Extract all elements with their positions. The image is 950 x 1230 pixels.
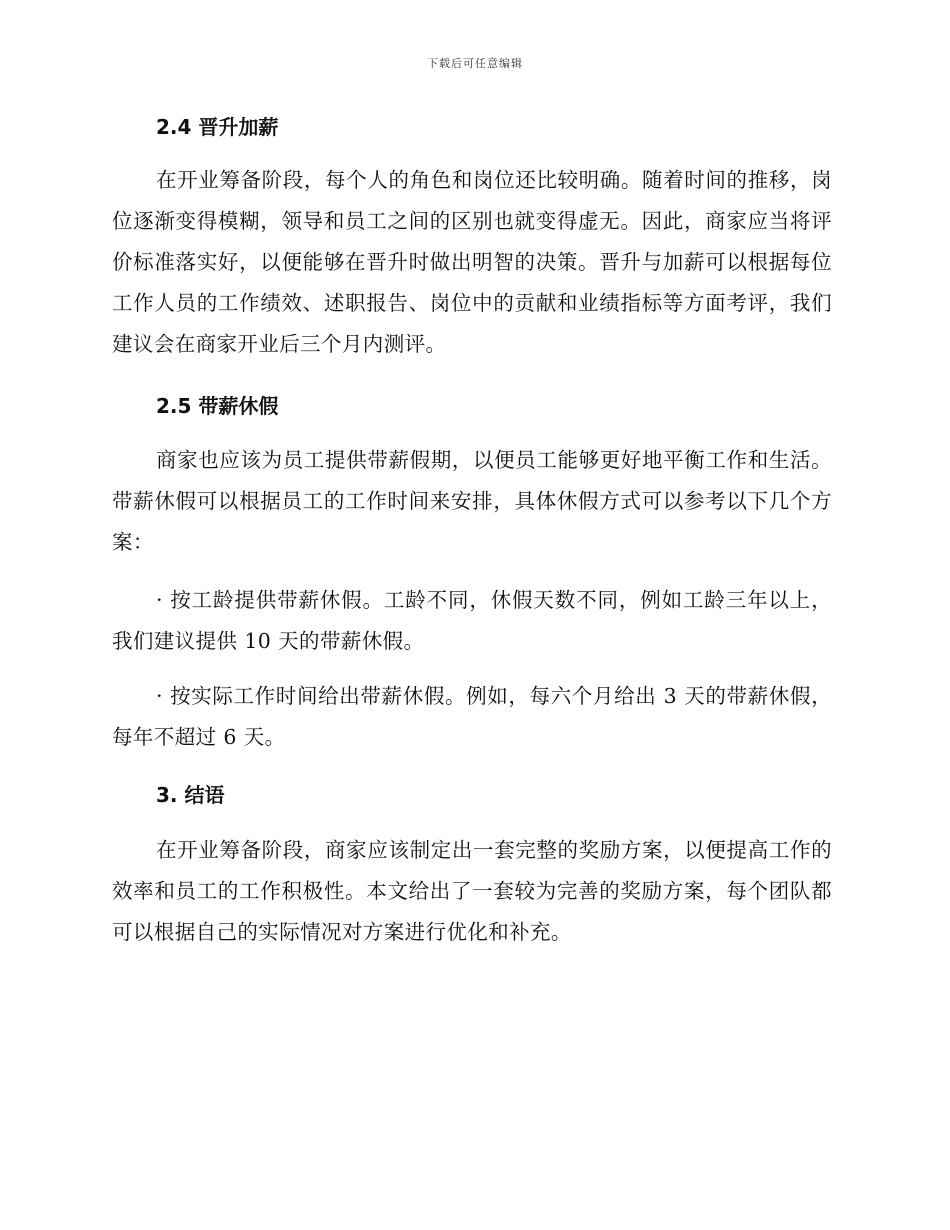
running-header: 下载后可任意编辑: [427, 57, 523, 70]
bullet-item-seniority-leave: · 按工龄提供带薪休假。工龄不同，休假天数不同，例如工龄三年以上，我们建议提供 10 天的带薪休假。: [112, 588, 832, 653]
section-paragraph-3: 在开业筹备阶段，商家应该制定出一套完整的奖励方案，以便提高工作的效率和员工的工作积极性。本文给出了一套较为完善的奖励方案，每个团队都可以根据自己的实际情况对方案进行优化和补充。: [112, 838, 832, 944]
section-paragraph-2-5: 商家也应该为员工提供带薪假期，以便员工能够更好地平衡工作和生活。带薪休假可以根据员工的工作时间来安排，具体休假方式可以参考以下几个方案：: [112, 448, 832, 554]
bullet-item-worktime-leave: · 按实际工作时间给出带薪休假。例如，每六个月给出 3 天的带薪休假，每年不超过 6 天。: [112, 684, 832, 749]
section-heading-2-5: 2.5 带薪休假: [156, 394, 279, 418]
section-heading-3: 3. 结语: [156, 783, 225, 807]
section-heading-2-4: 2.4 晋升加薪: [156, 115, 279, 139]
section-paragraph-2-4: 在开业筹备阶段，每个人的角色和岗位还比较明确。随着时间的推移，岗位逐渐变得模糊，领导和员工之间的区别也就变得虚无。因此，商家应当将评价标准落实好，以便能够在晋升时做出明智的决策。晋升与加薪可以根据每位工作人员的工作绩效、述职报告、岗位中的贡献和业绩指标等方面考评，我们建议会在商家开业后三个月内测评。: [112, 168, 832, 356]
